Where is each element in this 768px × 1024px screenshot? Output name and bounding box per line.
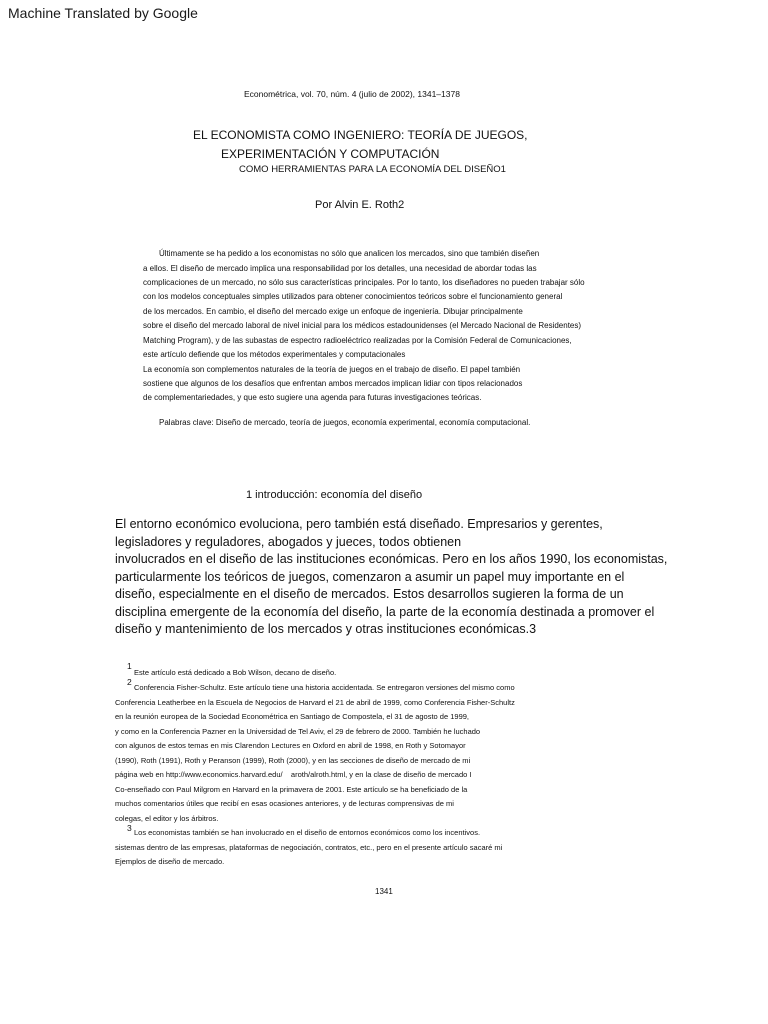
journal-citation: Econométrica, vol. 70, núm. 4 (julio de 2002), 1341–1378 (244, 89, 460, 99)
footnote-marker: 2 (127, 677, 132, 687)
abstract-line: con los modelos conceptuales simples utilizados para obtener conocimientos teóricos sobre el funcionamiento general (143, 292, 563, 301)
body-line: diseño y mantenimiento de los mercados y otras instituciones económicas.3 (115, 622, 537, 636)
footnote-marker: 3 (127, 823, 132, 833)
abstract-line: Matching Program), y de las subastas de espectro radioeléctrico realizadas por la Comisión Federal de Comunicaciones, (143, 336, 572, 345)
body-line: particularmente los teóricos de juegos, comenzaron a asumir un papel muy importante en el (115, 570, 625, 584)
author-line: Por Alvin E. Roth2 (315, 199, 405, 211)
abstract-line: a ellos. El diseño de mercado implica una responsabilidad por los detalles, una necesidad de abordar todas las (143, 264, 537, 273)
keywords: Palabras clave: Diseño de mercado, teoría de juegos, economía experimental, economía computacional. (159, 418, 531, 427)
footnote-1: Este artículo está dedicado a Bob Wilson, decano de diseño. (134, 668, 337, 677)
abstract-line: La economía son complementos naturales de la teoría de juegos en el trabajo de diseño. El papel también (143, 365, 521, 374)
footnote-3-line: Los economistas también se han involucrado en el diseño de entornos económicos como los incentivos. (134, 828, 481, 837)
subtitle-line: COMO HERRAMIENTAS PARA LA ECONOMÍA DEL DISEÑO1 (239, 164, 506, 175)
body-line: diseño, especialmente en el diseño de mercados. Estos desarrollos sugieren la forma de un (115, 587, 624, 601)
footnote-2-line: página web en http://www.economics.harvard.edu/ aroth/alroth.html, y en la clase de diseño de mercado I (115, 770, 472, 779)
machine-translation-banner: Machine Translated by Google (8, 5, 198, 21)
footnote-2-line: Co-enseñado con Paul Milgrom en Harvard en la primavera de 2001. Este artículo se ha beneficiado de la (115, 785, 468, 794)
page-number: 1341 (375, 887, 393, 896)
body-line: legisladores y reguladores, abogados y jueces, todos obtienen (115, 535, 462, 549)
footnote-2-line: colegas, el editor y los árbitros. (115, 814, 219, 823)
abstract-line: de complementariedades, y que esto sugiere una agenda para futuras investigaciones teóricas. (143, 393, 482, 402)
footnote-2-line: en la reunión europea de la Sociedad Econométrica en Santiago de Compostela, el 31 de agosto de 1999, (115, 712, 470, 721)
title-line-2: EXPERIMENTACIÓN Y COMPUTACIÓN (221, 147, 440, 161)
footnote-2-line: muchos comentarios útiles que recibí en esas ocasiones anteriores, y de lecturas comprensivas de mi (115, 799, 454, 808)
body-line: El entorno económico evoluciona, pero también está diseñado. Empresarios y gerentes, (115, 517, 603, 531)
footnote-2-line: Conferencia Leatherbee en la Escuela de Negocios de Harvard el 21 de abril de 1999, como Conferencia Fisher-Schultz (115, 698, 515, 707)
abstract-line: complicaciones de un mercado, no sólo sus características principales. Por lo tanto, los diseñadores no pueden trabajar sólo (143, 278, 585, 287)
footnote-2-line: Conferencia Fisher-Schultz. Este artículo tiene una historia accidentada. Se entregaron versiones del mismo como (134, 683, 515, 692)
footnote-2-line: y como en la Conferencia Pazner en la Universidad de Tel Aviv, el 29 de febrero de 2000. También he luchado (115, 727, 481, 736)
body-line: involucrados en el diseño de las instituciones económicas. Pero en los años 1990, los economistas, (115, 552, 668, 566)
footnote-marker: 1 (127, 661, 132, 671)
footnote-2-line: (1990), Roth (1991), Roth y Peranson (1999), Roth (2000), y en las secciones de diseño de mercado de mi (115, 756, 471, 765)
footnote-2-line: con algunos de estos temas en mis Clarendon Lectures en Oxford en abril de 1998, en Roth y Sotomayor (115, 741, 466, 750)
body-line: disciplina emergente de la economía del diseño, la parte de la economía destinada a promover el (115, 605, 655, 619)
footnote-3-line: sistemas dentro de las empresas, plataformas de negociación, contratos, etc., pero en el presente artículo sacaré mi (115, 843, 503, 852)
title-line-1: EL ECONOMISTA COMO INGENIERO: TEORÍA DE JUEGOS, (193, 128, 528, 142)
footnote-3-line: Ejemplos de diseño de mercado. (115, 857, 225, 866)
abstract-line: sostiene que algunos de los desafíos que enfrentan ambos mercados implican lidiar con tipos relacionados (143, 379, 523, 388)
abstract-line: sobre el diseño del mercado laboral de nivel inicial para los médicos estadounidenses (el Mercado Nacional de Residentes) (143, 321, 582, 330)
abstract-line: de los mercados. En cambio, el diseño del mercado exige un enfoque de ingeniería. Dibujar principalmente (143, 307, 523, 316)
section-heading: 1 introducción: economía del diseño (246, 489, 423, 501)
abstract-line: Últimamente se ha pedido a los economistas no sólo que analicen los mercados, sino que también diseñen (159, 249, 540, 258)
abstract-line: este artículo defiende que los métodos experimentales y computacionales (143, 350, 406, 359)
